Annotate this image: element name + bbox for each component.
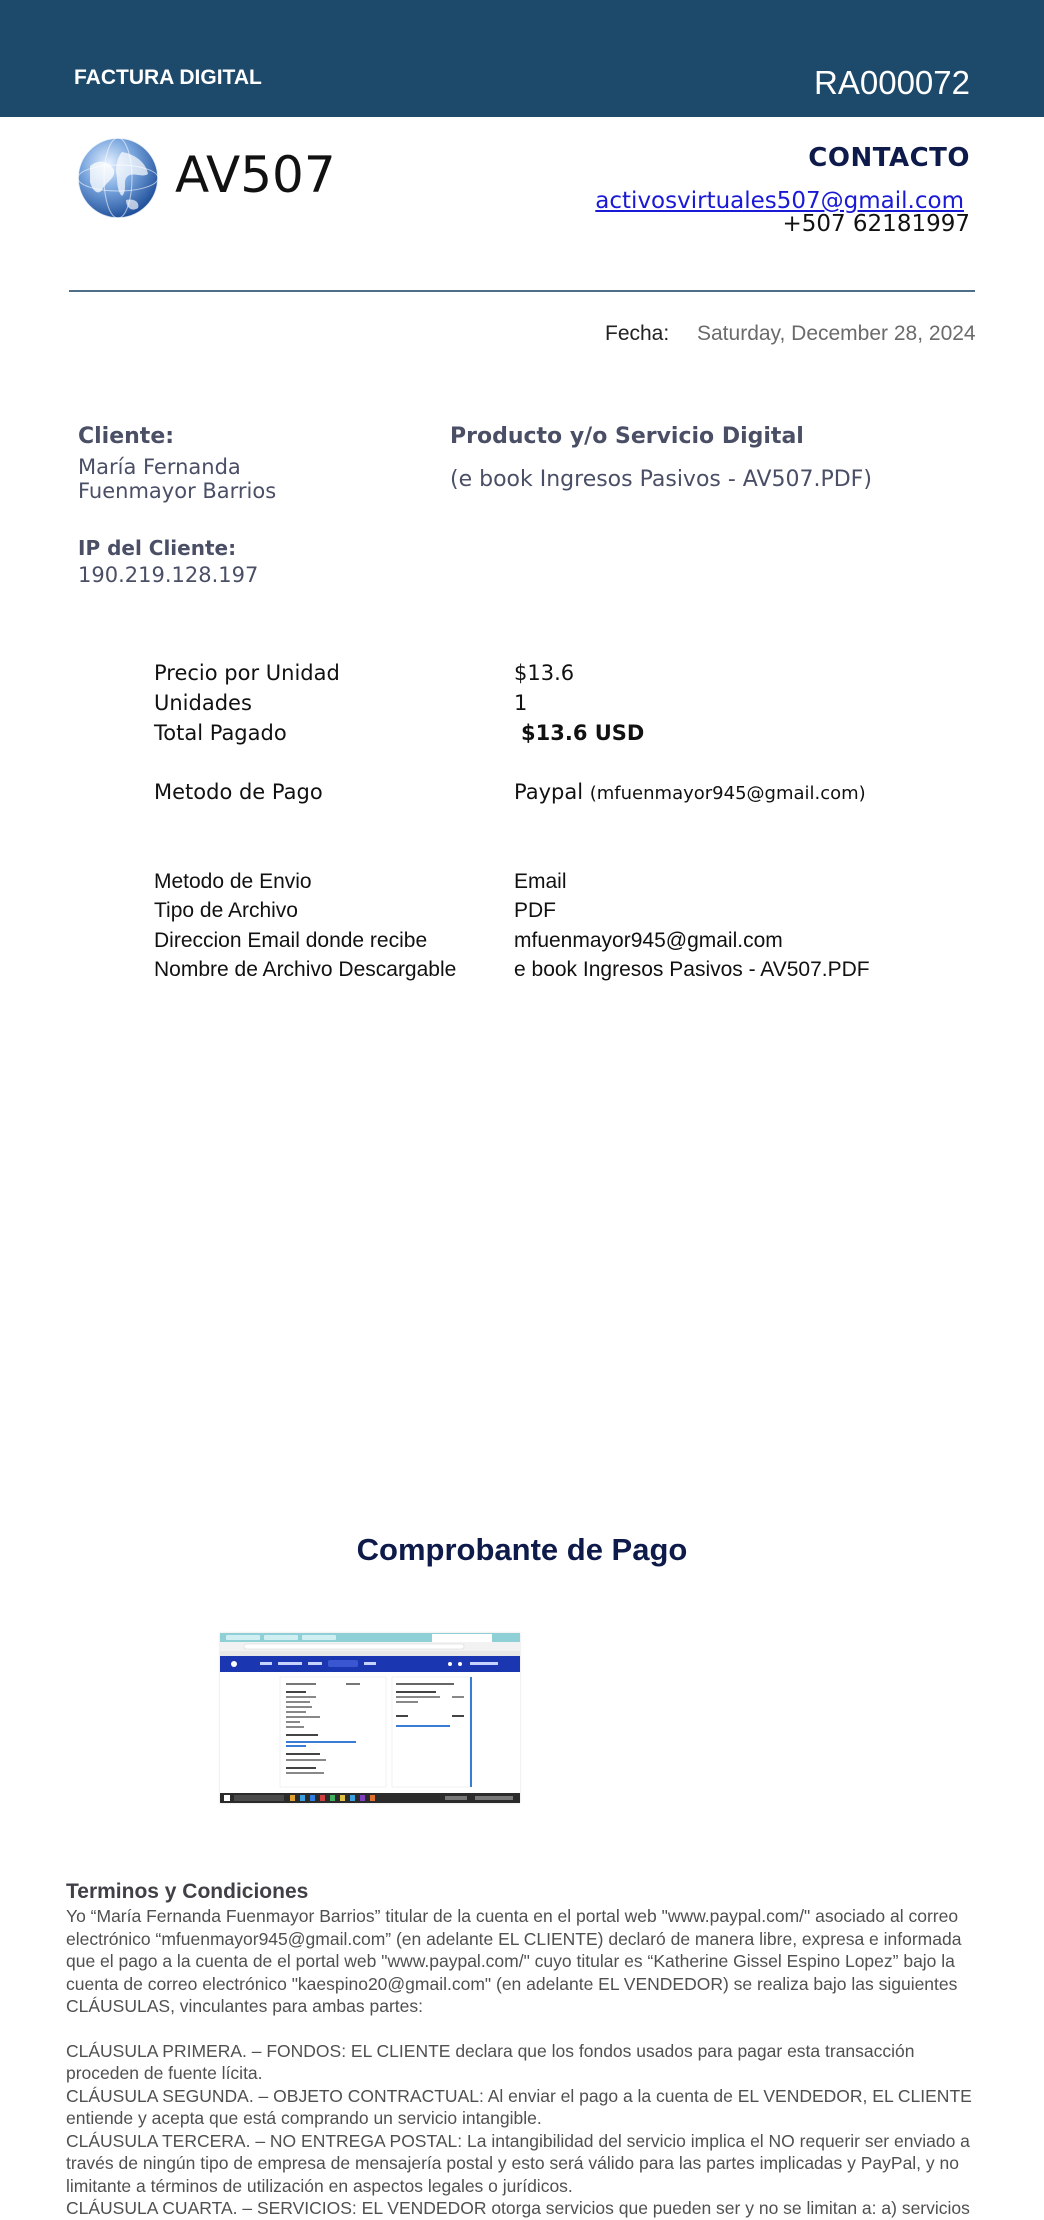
total-label: Total Pagado: [154, 721, 287, 745]
delivery-email-row: [154, 929, 914, 957]
file-name-label: Nombre de Archivo Descargable: [154, 958, 457, 981]
total-value: $13.6 USD: [521, 721, 645, 745]
date-value: Saturday, December 28, 2024: [697, 322, 976, 345]
total-row: [154, 721, 914, 749]
client-label: Cliente:: [78, 424, 175, 449]
payment-method-email: (mfuenmayor945@gmail.com): [589, 783, 866, 804]
file-type-value: PDF: [514, 899, 556, 922]
client-name: María Fernanda Fuenmayor Barrios: [78, 455, 277, 503]
document-type: FACTURA DIGITAL: [74, 66, 262, 89]
client-ip-label: IP del Cliente:: [78, 536, 237, 560]
delivery-method-value: Email: [514, 870, 567, 893]
file-name-row: [154, 958, 914, 986]
file-type-label: Tipo de Archivo: [154, 899, 298, 922]
delivery-method-label: Metodo de Envio: [154, 870, 312, 893]
terms-clause-2: CLÁUSULA SEGUNDA. – OBJETO CONTRACTUAL: Al enviar el pago a la cuenta de EL VENDEDOR, EL CLIENTE entiende y acepta que está comprando un servicio intangible.: [66, 2085, 972, 2128]
brand-name: AV507: [175, 146, 336, 204]
terms-intro: Yo “María Fernanda Fuenmayor Barrios” titular de la cuenta en el portal web "www.paypal.com/" asociado al correo electrónico “mfuenmayor945@gmail.com” (en adelante EL CLIENTE) declaró de manera libre, expresa e informada que el pago a la cuenta de el portal web "www.paypal.com/" cuyo titular es “Katherine Gissel Espino Lopez” bajo la cuenta de correo electrónico "kaespino20@gmail.com" (en adelante EL VENDEDOR) se realiza bajo las siguientes CLÁUSULAS, vinculantes para ambas partes:: [66, 1906, 962, 2016]
invoice-number: RA000072: [814, 64, 970, 101]
receipt-title: Comprobante de Pago: [356, 1532, 688, 1567]
unit-price-label: Precio por Unidad: [154, 661, 340, 685]
product-value: (e book Ingresos Pasivos - AV507.PDF): [450, 467, 872, 492]
product-label: Producto y/o Servicio Digital: [450, 424, 804, 449]
delivery-method-row: [154, 870, 914, 898]
file-name-value: e book Ingresos Pasivos - AV507.PDF: [514, 958, 870, 981]
payment-method-row: [154, 780, 914, 808]
payment-method-label: Metodo de Pago: [154, 780, 323, 804]
globe-icon: [76, 136, 160, 220]
client-ip-value: 190.219.128.197: [78, 563, 259, 587]
terms-clause-1: CLÁUSULA PRIMERA. – FONDOS: EL CLIENTE declara que los fondos usados para pagar esta transacción proceden de fuente lícita.: [66, 2040, 915, 2083]
unit-price-value: $13.6: [514, 661, 575, 685]
payment-receipt-screenshot: [220, 1633, 520, 1803]
payment-method-value: [514, 780, 866, 804]
unit-price-row: [154, 661, 914, 689]
terms-title: Terminos y Condiciones: [66, 1880, 309, 1903]
header-bar: [0, 0, 1044, 117]
contact-email-link[interactable]: activosvirtuales507@gmail.com: [595, 188, 964, 214]
terms-body: [66, 1905, 986, 2220]
units-label: Unidades: [154, 691, 252, 715]
payment-method-name: Paypal: [514, 780, 584, 804]
file-type-row: [154, 899, 914, 927]
delivery-email-label: Direccion Email donde recibe: [154, 929, 428, 952]
terms-clause-3: CLÁUSULA TERCERA. – NO ENTREGA POSTAL: La intangibilidad del servicio implica el NO requerir ser enviado a través de ningún tipo de empresa de mensajería postal y esto será válido para las partes implicadas y PayPal, y no limitante a términos de utilización en aspectos legales o jurídicos.: [66, 2130, 970, 2196]
units-value: 1: [514, 691, 528, 715]
contact-title: CONTACTO: [808, 143, 970, 173]
divider: [69, 290, 975, 292]
terms-clause-4: CLÁUSULA CUARTA. – SERVICIOS: EL VENDEDOR otorga servicios que pueden ser y no se limitan a: a) servicios: [66, 2198, 970, 2218]
contact-phone: +507 62181997: [782, 211, 970, 237]
date-label: Fecha:: [605, 322, 670, 345]
units-row: [154, 691, 914, 719]
delivery-email-value: mfuenmayor945@gmail.com: [514, 929, 783, 952]
